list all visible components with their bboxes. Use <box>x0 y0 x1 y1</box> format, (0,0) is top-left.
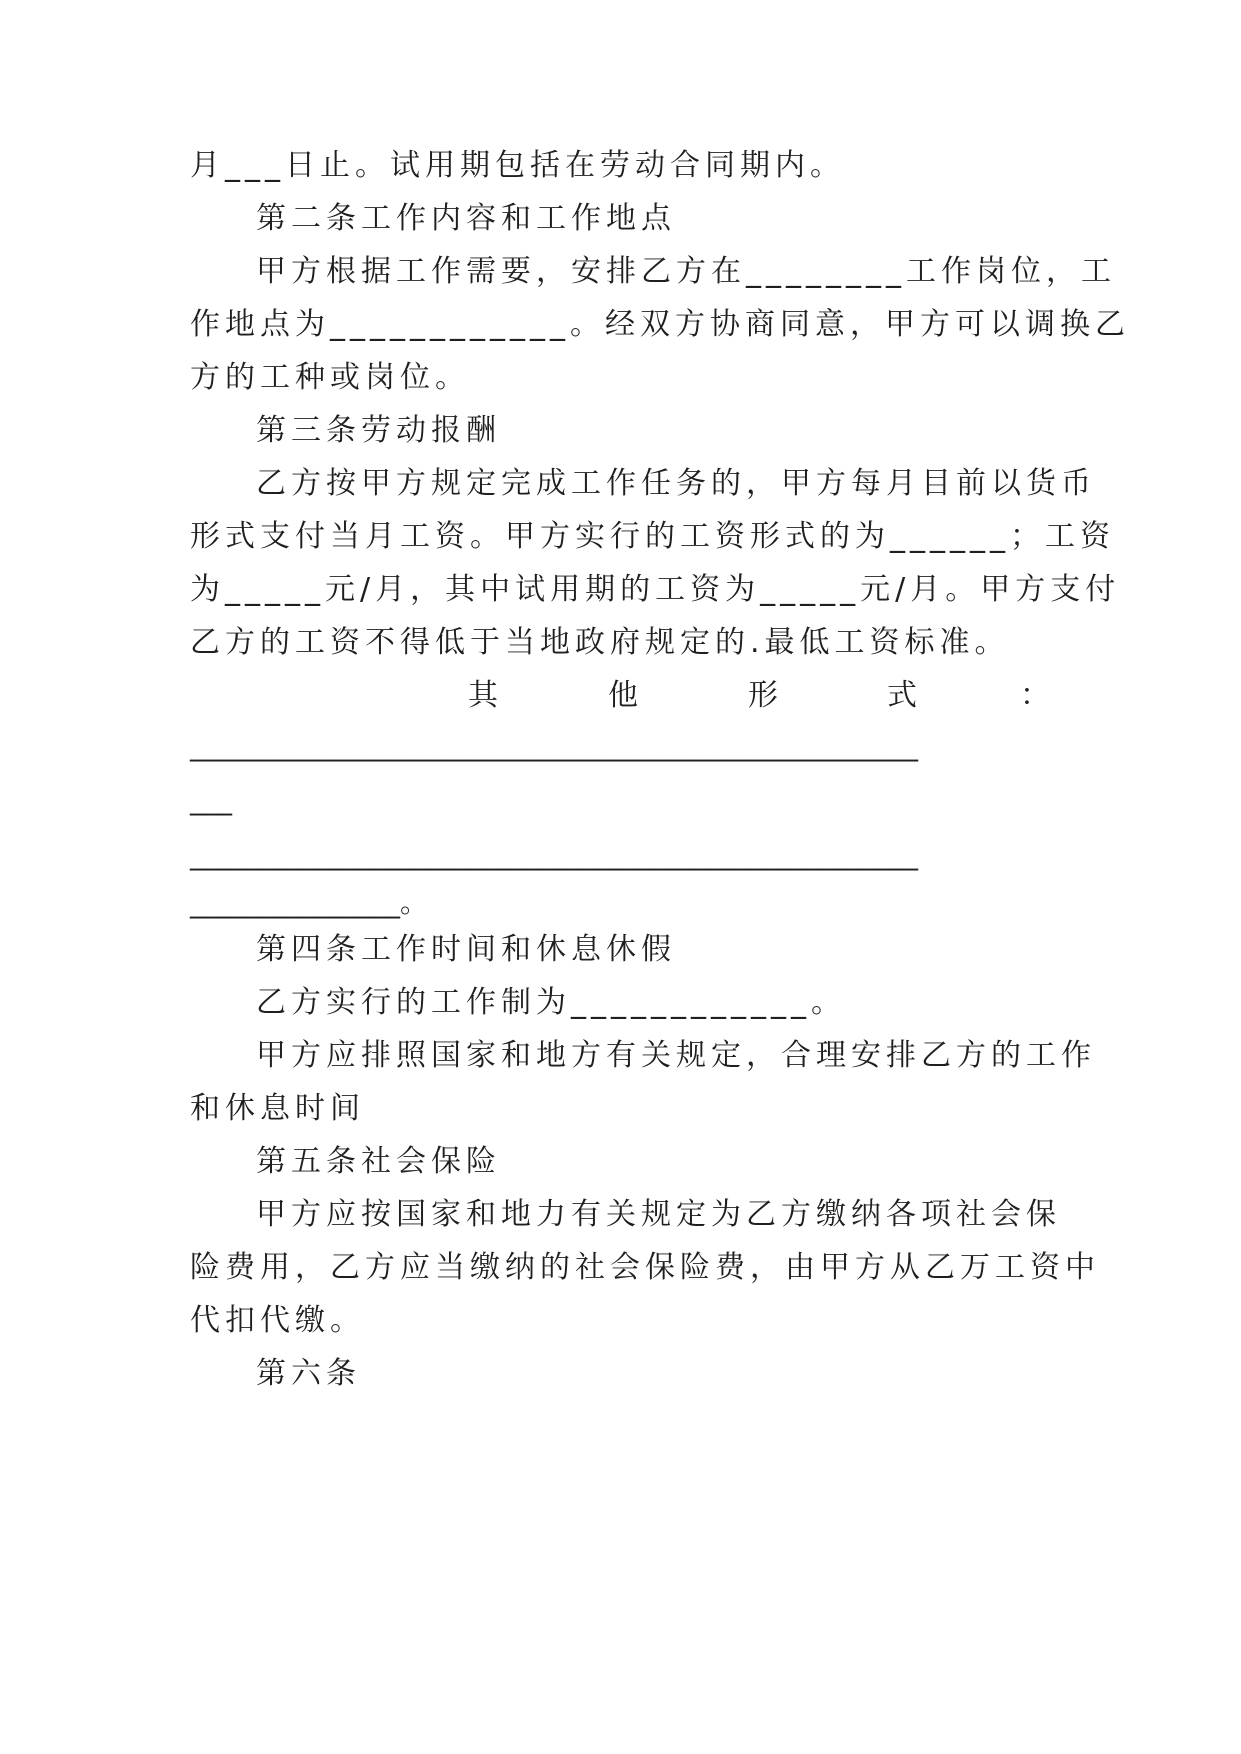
other-form-char: 他 <box>608 678 638 713</box>
other-form-char: 形 <box>748 678 778 713</box>
blank-fill-line: ____________________________________________________ <box>190 838 918 871</box>
text-line: 甲方根据工作需要，安排乙方在________工作岗位，工 <box>256 254 1116 289</box>
blank-fill-line: _______________。 <box>190 886 429 919</box>
text-line: 乙方按甲方规定完成工作任务的，甲方每月目前以货币 <box>256 466 1096 501</box>
other-form-char: 其 <box>468 678 498 713</box>
section-heading: 第六条 <box>256 1356 361 1391</box>
section-heading: 第四条工作时间和休息休假 <box>256 932 676 967</box>
text-line: 月___日止。试用期包括在劳动合同期内。 <box>190 148 845 183</box>
blank-fill-line: ____________________________________________________ <box>190 729 918 762</box>
other-form-char: ： <box>1020 678 1050 713</box>
text-line: 代扣代缴。 <box>190 1303 365 1338</box>
other-form-char: 式 <box>887 678 917 713</box>
text-line: 甲方应按国家和地力有关规定为乙方缴纳各项社会保 <box>256 1197 1061 1232</box>
section-heading: 第五条社会保险 <box>256 1144 501 1179</box>
text-line: 作地点为____________。经双方协商同意，甲方可以调换乙 <box>190 307 1130 342</box>
text-line: 方的工种或岗位。 <box>190 360 470 395</box>
text-line: 险费用，乙方应当缴纳的社会保险费，由甲方从乙万工资中 <box>190 1250 1100 1285</box>
text-line: 为_____元/月，其中试用期的工资为_____元/月。甲方支付 <box>190 572 1121 607</box>
text-line: 形式支付当月工资。甲方实行的工资形式的为______；工资 <box>190 519 1115 554</box>
blank-fill-line: ___ <box>190 783 232 816</box>
section-heading: 第二条工作内容和工作地点 <box>256 201 676 236</box>
section-heading: 第三条劳动报酬 <box>256 413 501 448</box>
other-form-label <box>190 676 1050 716</box>
text-line: 甲方应排照国家和地方有关规定，合理安排乙方的工作 <box>256 1038 1096 1073</box>
text-line: 乙方实行的工作制为____________。 <box>256 985 846 1020</box>
text-line: 和休息时间 <box>190 1091 365 1126</box>
text-line: 乙方的工资不得低于当地政府规定的.最低工资标准。 <box>190 625 1010 660</box>
